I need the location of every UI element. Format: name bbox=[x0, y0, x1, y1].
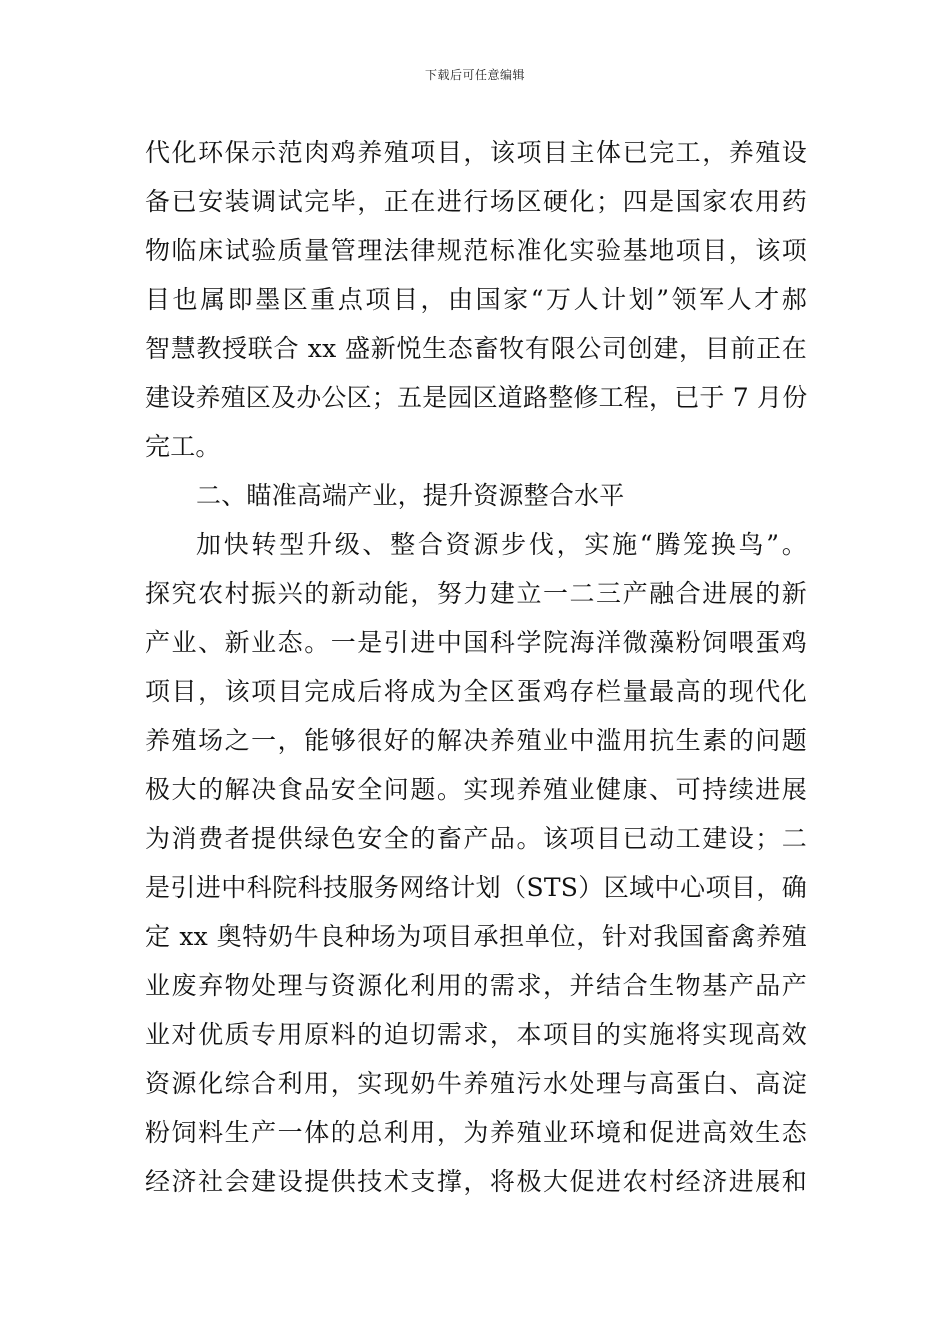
section-heading: 二、瞄准高端产业，提升资源整合水平 bbox=[196, 481, 625, 510]
text-line: 智慧教授联合 xx 盛新悦生态畜牧有限公司创建，目前正在 bbox=[145, 334, 807, 363]
text-line: 为消费者提供绿色安全的畜产品。该项目已动工建设；二 bbox=[145, 824, 807, 853]
text-line: 极大的解决食品安全问题。实现养殖业健康、可持续进展 bbox=[145, 775, 807, 804]
text-line: 完工。 bbox=[145, 432, 221, 461]
text-line: 物临床试验质量管理法律规范标准化实验基地项目，该项 bbox=[145, 236, 807, 265]
text-line: 是引进中科院科技服务网络计划（STS）区域中心项目，确 bbox=[145, 873, 807, 902]
text-line: 目也属即墨区重点项目，由国家“万人计划”领军人才郝 bbox=[145, 285, 807, 314]
text-line: 资源化综合利用，实现奶牛养殖污水处理与高蛋白、高淀 bbox=[145, 1069, 807, 1098]
text-line: 粉饲料生产一体的总利用，为养殖业环境和促进高效生态 bbox=[145, 1118, 807, 1147]
document-body bbox=[145, 128, 807, 1206]
text-line: 探究农村振兴的新动能，努力建立一二三产融合进展的新 bbox=[145, 579, 807, 608]
text-line: 养殖场之一，能够很好的解决养殖业中滥用抗生素的问题 bbox=[145, 726, 807, 755]
text-line: 业对优质专用原料的迫切需求，本项目的实施将实现高效 bbox=[145, 1020, 807, 1049]
text-line: 备已安装调试完毕，正在进行场区硬化；四是国家农用药 bbox=[145, 187, 807, 216]
text-line: 代化环保示范肉鸡养殖项目，该项目主体已完工，养殖设 bbox=[145, 138, 807, 167]
text-line: 产业、新业态。一是引进中国科学院海洋微藻粉饲喂蛋鸡 bbox=[145, 628, 807, 657]
text-line: 加快转型升级、整合资源步伐，实施“腾笼换鸟”。 bbox=[196, 530, 807, 559]
page-header: 下载后可任意编辑 bbox=[424, 68, 525, 82]
text-line: 定 xx 奥特奶牛良种场为项目承担单位，针对我国畜禽养殖 bbox=[145, 922, 807, 951]
text-line: 经济社会建设提供技术支撑，将极大促进农村经济进展和 bbox=[145, 1167, 807, 1196]
text-line: 项目，该项目完成后将成为全区蛋鸡存栏量最高的现代化 bbox=[145, 677, 807, 706]
text-line: 建设养殖区及办公区；五是园区道路整修工程，已于 7 月份 bbox=[145, 383, 808, 412]
text-line: 业废弃物处理与资源化利用的需求，并结合生物基产品产 bbox=[145, 971, 807, 1000]
